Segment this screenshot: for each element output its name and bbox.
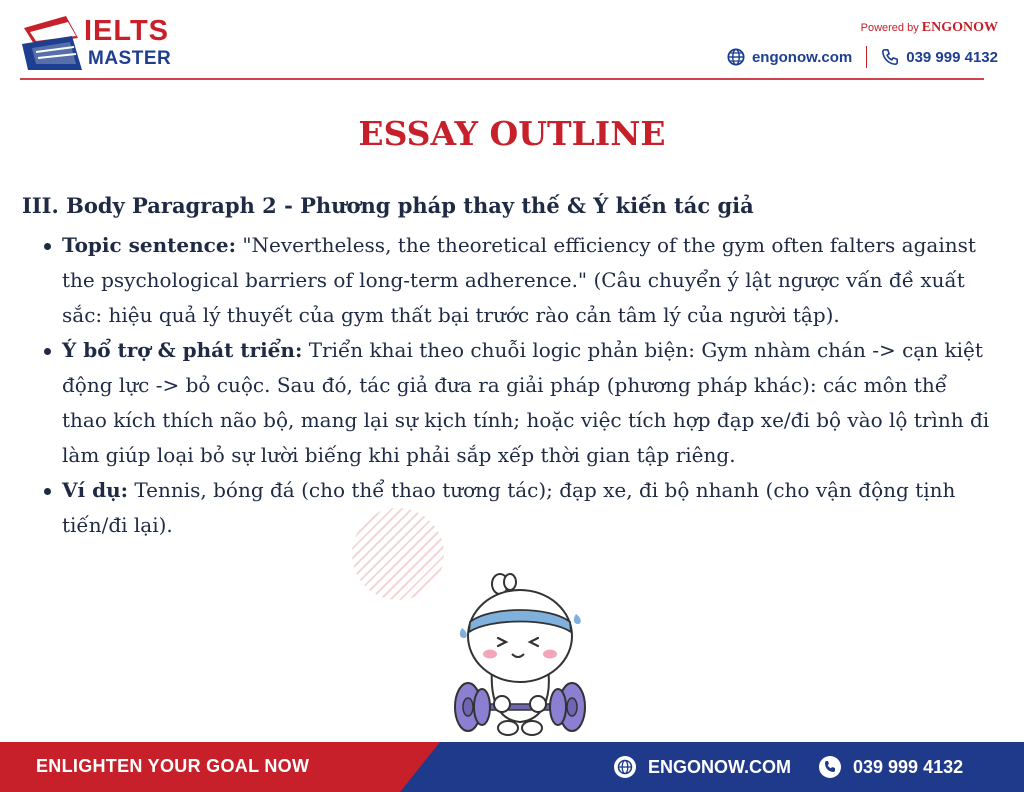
page-title: ESSAY OUTLINE <box>358 114 666 153</box>
bullet-text: Triển khai theo chuỗi logic phản biện: Gym nhàm chán -> cạn kiệt động lực -> bỏ cuộc. Sau đó, tác giả đưa ra giải pháp (phương pháp khác): các môn thể thao kích thích não bộ, mang lại sự kịch tính; hoặc việc tích hợp đạp xe/đi bộ vào lộ trình đi làm giúp loại bỏ sự lười biếng khi phải sắp xếp thời gian tập riêng. <box>62 338 990 467</box>
footer-phone-link[interactable]: 039 999 4132 <box>853 756 964 777</box>
powered-brand: ENGONOW <box>921 20 998 35</box>
bullet-label: Ví dụ: <box>62 478 128 502</box>
powered-prefix: Powered by <box>860 22 919 34</box>
bullet-list <box>44 228 994 543</box>
footer-website-link[interactable]: ENGONOW.COM <box>648 756 791 777</box>
bullet-examples <box>44 473 994 543</box>
bullet-label: Ý bổ trợ & phát triển: <box>62 338 303 362</box>
bullet-topic-sentence <box>44 228 994 333</box>
phone-icon <box>881 48 899 66</box>
footer-contact <box>614 756 963 778</box>
bullet-text: Tennis, bóng đá (cho thể thao tương tác); đạp xe, đi bộ nhanh (cho vận động tịnh tiến/đi lại). <box>62 478 956 537</box>
header-phone-link[interactable]: 039 999 4132 <box>906 48 998 66</box>
section-heading: III. Body Paragraph 2 - Phương pháp thay thế & Ý kiến tác giả <box>22 193 754 218</box>
footer-slogan: ENLIGHTEN YOUR GOAL NOW <box>36 756 310 776</box>
bullet-text: "Nevertheless, the theoretical efficiency of the gym often falters against the psychological barriers of long-term adherence." (Câu chuyển ý lật ngược vấn đề xuất sắc: hiệu quả lý thuyết của gym thất bại trước rào cản tâm lý của người tập). <box>62 233 976 327</box>
footer-website[interactable] <box>614 756 791 778</box>
header-contact <box>727 46 998 68</box>
phone-icon <box>819 756 841 778</box>
header-separator <box>866 46 867 68</box>
bullet-label: Topic sentence: <box>62 233 236 257</box>
logo-text-ielts: IELTS <box>84 15 170 47</box>
bullet-supporting-ideas <box>44 333 994 473</box>
powered-by <box>861 20 998 36</box>
globe-icon <box>614 756 636 778</box>
footer-phone[interactable] <box>819 756 963 778</box>
header-website-link[interactable]: engonow.com <box>751 48 853 66</box>
mascot-weightlifting-illustration <box>440 570 600 750</box>
logo-text-master: MASTER <box>88 48 172 69</box>
globe-icon <box>727 48 745 66</box>
header-divider <box>20 78 984 80</box>
